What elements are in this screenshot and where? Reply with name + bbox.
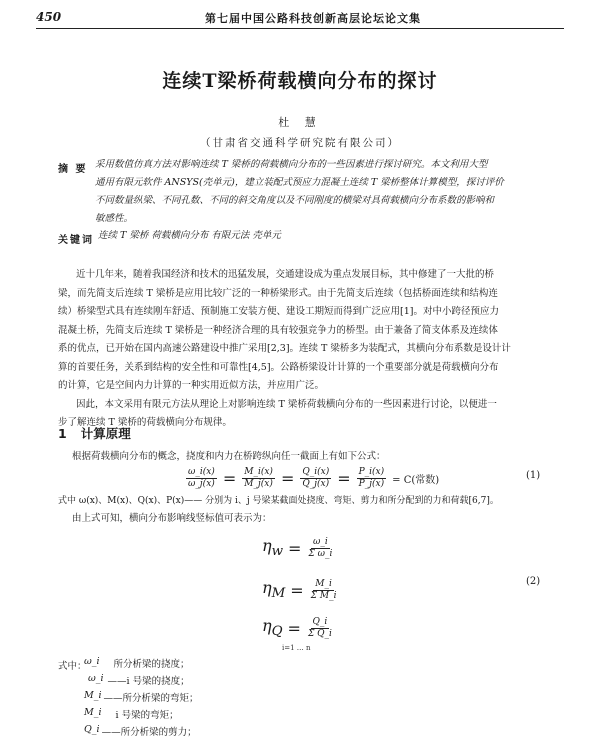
page-number: 450	[36, 10, 62, 24]
header-rule	[36, 28, 564, 29]
keywords-text: 连续 T 梁桥 荷载横向分布 有限元法 壳单元	[98, 230, 281, 241]
eq1-number: (1)	[526, 470, 541, 481]
sum-limits: i=1 … n	[282, 644, 311, 652]
intro-line: 近十几年来，随着我国经济和技术的迅猛发展，交通建设成为重点发展目标，其中修建了一大批的桥	[76, 269, 495, 280]
intro-line: 步了解连续 T 梁桥的荷载横向分布规律。	[58, 417, 232, 428]
abstract-body	[95, 156, 565, 228]
equation-1: $\frac{\omega\_i(x)}{\omega\_j(x)}$ = $\frac{M\_i(x)}{M\_j(x)}$ = $\frac{Q\_i(x)}{Q\_j(x)}$ = $\frac{P\_i(x)}{P\_j(x)}$ = C(常数)	[188, 466, 440, 489]
eq1-fraction: $\frac{Q\_i(x)}{Q\_j(x)}$	[302, 466, 330, 489]
section-heading	[58, 424, 145, 442]
keywords-label: 关键词	[58, 235, 94, 246]
intro-line: 混凝土桥，先简支后连续 T 梁桥是一种经济合理的具有较强竞争力的桥型。由于兼备了简支体系及连续体	[58, 324, 498, 336]
eq1-rhs: = C(常数)	[392, 474, 440, 486]
variable-item: Q_i ——所分析梁的剪力；	[84, 724, 197, 738]
eq2-fraction: $\frac{\omega\_i}{\text{Σ ω\_i}}$	[308, 536, 333, 559]
eq1-fraction: $\frac{M\_i(x)}{M\_j(x)}$	[244, 466, 273, 489]
variable-item: ω_i 所分析梁的挠度；	[84, 656, 190, 670]
eta-symbol: $\eta_w$	[262, 536, 284, 560]
intro-line: 因此，本文采用有限元方法从理论上对影响连续 T 梁桥荷载横向分布的一些因素进行讨论，以便进一	[76, 398, 497, 410]
section-title: 计算原理	[80, 426, 131, 441]
intro-line: 续）桥梁型式具有连续刚车舒适、预制施工安装方便、建设工期短而得到广泛应用[1]。对中小跨径预应力	[58, 306, 499, 317]
journal-title: 第七届中国公路科技创新高层论坛论文集	[205, 12, 421, 25]
eq2-fraction: $\frac{M\_i}{\text{Σ M\_i}}$	[310, 578, 337, 601]
abstract-line: 敏感性。	[95, 213, 134, 224]
eq2-row-q: $\eta_Q$ = $\frac{Q\_i}{\text{Σ Q\_i}}$	[262, 616, 332, 640]
intro-line: 梁，而先简支后连续 T 梁桥是应用比较广泛的一种桥梁形式。由于先简支后连续（包括桥面连续和结构连	[58, 287, 498, 299]
abstract-line: 不同数量纵梁、不同孔数、不同的斜交角度以及不同刚度的横梁对具荷载横向分布系数的影响和	[95, 195, 495, 206]
variable-item: M_i ——所分析梁的弯矩；	[84, 690, 199, 704]
intro-line: 系的优点，已开始在国内高速公路建设中推广采用[2,3]。连续 T 梁桥多为装配式，其横向分布系数是设计计	[58, 343, 511, 354]
variable-list	[84, 656, 504, 741]
variables-label: 式中：	[58, 661, 87, 672]
eq2-row-m: $\eta_M$ = $\frac{M\_i}{\text{Σ M\_i}}$	[262, 578, 337, 602]
abstract-line: 采用数值仿真方法对影响连续 T 梁桥的荷载横向分布的一些因素进行探讨研究。本文利用大型	[95, 159, 488, 170]
intro-body	[58, 266, 564, 433]
eta-symbol: $\eta_M$	[262, 578, 286, 602]
eta-symbol: $\eta_Q$	[262, 616, 283, 640]
intro-line: 算的首要任务，关系到结构的安全性和可靠性[4,5]。公路桥梁设计计算的一个重要部分就是荷载横向分布	[58, 361, 499, 373]
intro-line: 的计算，它是空间内力计算的一种实用近似方法，并应用广泛。	[58, 380, 325, 391]
eq1-fraction: $\frac{\omega\_i(x)}{\omega\_j(x)}$	[188, 466, 215, 489]
eq1-fraction: $\frac{P\_i(x)}{P\_j(x)}$	[358, 466, 385, 489]
section-number: 1	[58, 426, 67, 441]
abstract-line: 通用有限元软件 ANSYS(壳单元)，建立装配式预应力混凝土连续 T 梁桥整体计算模型，探讨评价	[95, 177, 504, 188]
variable-item: ω_i ——i 号梁的挠度；	[88, 673, 190, 687]
eq2-intro: 由上式可知，横向分布影响线竖标值可表示为：	[72, 513, 272, 524]
paper-title: 连续T梁桥荷载横向分布的探讨	[162, 70, 438, 92]
variable-item: M_i i 号梁的弯矩；	[84, 707, 179, 721]
eq2-number: (2)	[526, 576, 541, 587]
eq2-fraction: $\frac{Q\_i}{\text{Σ Q\_i}}$	[307, 616, 332, 639]
eq1-where: 式中 ω(x)、M(x)、Q(x)、P(x)—— 分别为 i、j 号梁某截面处挠度、弯矩、剪力和所分配到的力和荷载[6,7]。	[58, 496, 499, 506]
eq1-intro: 根据荷载横向分布的概念，挠度和内力在桥跨纵向任一截面上有如下公式：	[72, 451, 386, 462]
author-name: 杜 慧	[278, 116, 322, 129]
abstract-label: 摘 要	[58, 164, 88, 175]
author-affiliation: （甘肃省交通科学研究院有限公司）	[200, 137, 400, 149]
eq2-row-w: $\eta_w$ = $\frac{\omega\_i}{\text{Σ ω\_i}}$	[262, 536, 333, 560]
